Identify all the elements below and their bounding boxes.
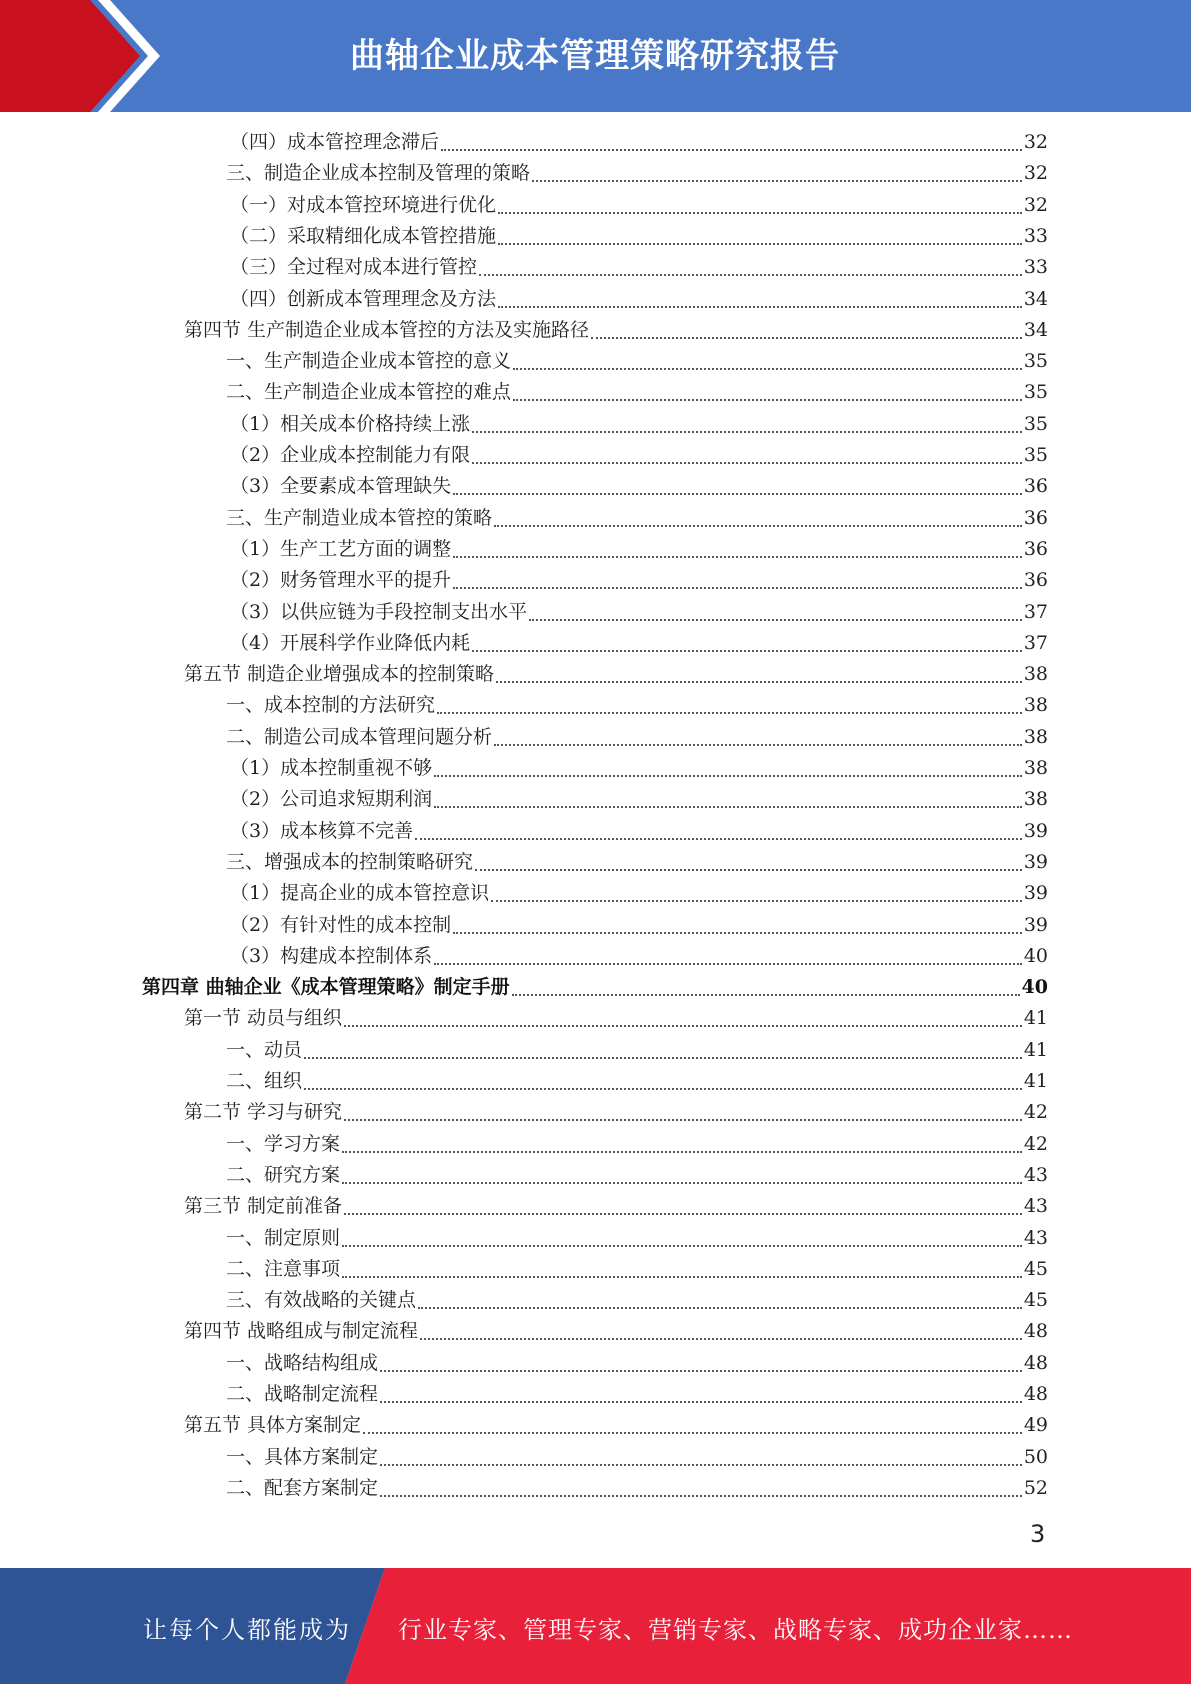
toc-entry[interactable] [226, 1035, 1048, 1066]
toc-entry[interactable] [230, 440, 1048, 471]
toc-entry-label: 一、动员 [226, 1038, 303, 1061]
toc-entry-page: 39 [1023, 882, 1048, 905]
toc-entry[interactable] [226, 346, 1048, 377]
toc-entry-page: 41 [1023, 1070, 1048, 1092]
toc-entry[interactable] [226, 503, 1048, 534]
toc-entry[interactable] [230, 941, 1048, 972]
toc-dot-leader [344, 1025, 1022, 1027]
toc-dot-leader [472, 431, 1022, 433]
toc-entry-label: （3）以供应链为手段控制支出水平 [230, 600, 528, 623]
toc-entry-label: 一、具体方案制定 [226, 1445, 379, 1468]
footer-slogan-right: 行业专家、管理专家、营销专家、战略专家、成功企业家…… [398, 1616, 1073, 1644]
toc-entry-label: 二、配套方案制定 [226, 1476, 379, 1499]
toc-dot-leader [363, 1432, 1022, 1434]
toc-entry-page: 42 [1023, 1132, 1048, 1155]
toc-entry-page: 50 [1023, 1445, 1048, 1468]
toc-entry-page: 35 [1023, 412, 1048, 435]
toc-entry[interactable] [226, 1129, 1048, 1160]
toc-entry-label: 第四章 曲轴企业《成本管理策略》制定手册 [142, 976, 510, 999]
toc-entry[interactable] [226, 722, 1048, 753]
toc-dot-leader [479, 274, 1022, 276]
header-arrow-decoration [0, 0, 200, 112]
toc-dot-leader [453, 493, 1022, 495]
toc-dot-leader [380, 1464, 1022, 1466]
toc-dot-leader [532, 180, 1022, 182]
toc-entry-page: 32 [1023, 193, 1048, 216]
toc-entry-label: （四）成本管控理念滞后 [230, 131, 440, 153]
toc-entry[interactable] [226, 1285, 1048, 1316]
toc-dot-leader [380, 1370, 1022, 1372]
toc-entry-label: 一、学习方案 [226, 1132, 341, 1155]
toc-entry-label: （3）成本核算不完善 [230, 819, 414, 842]
page-number: 3 [1030, 1520, 1046, 1548]
toc-entry-page: 39 [1023, 819, 1048, 842]
toc-entry[interactable] [226, 1473, 1048, 1504]
toc-entry[interactable] [226, 158, 1048, 189]
toc-entry[interactable] [230, 409, 1048, 440]
toc-entry-label: 第四节 生产制造企业成本管控的方法及实施路径 [184, 318, 590, 341]
toc-entry-label: 二、生产制造企业成本管控的难点 [226, 381, 512, 404]
toc-entry-page: 35 [1023, 350, 1048, 373]
toc-dot-leader [475, 869, 1022, 871]
toc-dot-leader [304, 1057, 1022, 1059]
toc-entry[interactable] [230, 628, 1048, 659]
toc-dot-leader [342, 1182, 1022, 1184]
toc-entry-page: 36 [1023, 537, 1048, 560]
toc-entry-page: 32 [1023, 162, 1048, 185]
toc-entry-label: （2）公司追求短期利润 [230, 788, 433, 811]
toc-entry-page: 48 [1023, 1320, 1048, 1343]
toc-entry-label: 三、有效战略的关键点 [226, 1289, 417, 1312]
toc-entry-label: （3）全要素成本管理缺失 [230, 475, 452, 498]
toc-entry-label: 一、成本控制的方法研究 [226, 694, 436, 717]
toc-entry-label: 一、生产制造企业成本管控的意义 [226, 350, 512, 373]
toc-entry-page: 36 [1023, 569, 1048, 592]
toc-entry[interactable] [226, 1160, 1048, 1191]
toc-entry[interactable] [226, 1348, 1048, 1379]
toc-entry-page: 45 [1023, 1289, 1048, 1312]
toc-entry[interactable] [184, 315, 1048, 346]
toc-entry-page: 35 [1023, 381, 1048, 404]
toc-entry-page: 52 [1023, 1476, 1048, 1499]
toc-entry-page: 40 [1023, 944, 1048, 967]
toc-entry-label: 二、组织 [226, 1070, 303, 1092]
toc-entry-label: （2）财务管理水平的提升 [230, 569, 452, 592]
toc-entry-label: 第五节 制造企业增强成本的控制策略 [184, 663, 495, 686]
toc-entry-page: 41 [1023, 1007, 1048, 1030]
toc-dot-leader [494, 525, 1022, 527]
toc-entry[interactable] [230, 534, 1048, 565]
toc-entry-label: （2）有针对性的成本控制 [230, 913, 452, 936]
toc-entry[interactable] [230, 252, 1048, 283]
toc-entry[interactable] [184, 1003, 1048, 1034]
toc-entry[interactable] [226, 1066, 1048, 1097]
toc-entry[interactable] [184, 1191, 1048, 1222]
toc-entry-label: 三、增强成本的控制策略研究 [226, 850, 474, 873]
toc-entry-page: 38 [1023, 694, 1048, 717]
toc-entry-label: （三）全过程对成本进行管控 [230, 256, 478, 279]
toc-entry-page: 37 [1023, 600, 1048, 623]
toc-entry[interactable] [226, 847, 1048, 878]
toc-entry-label: （1）相关成本价格持续上涨 [230, 412, 471, 435]
toc-entry-label: （四）创新成本管理理念及方法 [230, 287, 497, 310]
toc-entry-page: 39 [1023, 850, 1048, 873]
toc-entry-page: 38 [1023, 757, 1048, 779]
toc-entry-page: 34 [1023, 318, 1048, 341]
toc-entry[interactable] [226, 1442, 1048, 1473]
toc-entry-label: 二、注意事项 [226, 1257, 341, 1280]
toc-entry[interactable] [184, 659, 1048, 690]
toc-entry-page: 32 [1023, 131, 1048, 153]
toc-entry-page: 33 [1023, 224, 1048, 247]
toc-entry-label: 第二节 学习与研究 [184, 1101, 343, 1124]
toc-dot-leader [441, 149, 1022, 151]
toc-entry[interactable] [230, 816, 1048, 847]
toc-entry[interactable] [226, 1223, 1048, 1254]
toc-dot-leader [434, 775, 1022, 777]
toc-dot-leader [342, 1151, 1022, 1153]
toc-entry-label: 第五节 具体方案制定 [184, 1414, 362, 1437]
toc-entry[interactable] [184, 1410, 1048, 1441]
toc-entry-page: 43 [1023, 1163, 1048, 1186]
toc-entry-page: 37 [1023, 631, 1048, 654]
toc-dot-leader [420, 1338, 1022, 1340]
toc-entry-page: 36 [1023, 475, 1048, 498]
toc-entry-page: 43 [1023, 1226, 1048, 1249]
toc-entry[interactable] [184, 1097, 1048, 1128]
toc-entry-label: （一）对成本管控环境进行优化 [230, 193, 497, 216]
toc-dot-leader [304, 1088, 1022, 1090]
toc-entry[interactable] [226, 1379, 1048, 1410]
toc-entry-page: 49 [1023, 1414, 1048, 1437]
toc-dot-leader [496, 681, 1022, 683]
toc-entry[interactable] [230, 878, 1048, 909]
toc-entry-label: （2）企业成本控制能力有限 [230, 444, 471, 466]
toc-entry-label: （3）构建成本控制体系 [230, 944, 433, 967]
toc-entry[interactable] [230, 910, 1048, 941]
toc-entry[interactable] [226, 690, 1048, 721]
toc-entry-label: 第三节 制定前准备 [184, 1195, 343, 1218]
toc-entry-label: 一、战略结构组成 [226, 1351, 379, 1374]
toc-dot-leader [491, 900, 1022, 902]
toc-entry-page: 34 [1023, 287, 1048, 310]
toc-dot-leader [472, 462, 1022, 464]
toc-entry-label: 三、生产制造业成本管控的策略 [226, 506, 493, 529]
toc-dot-leader [498, 212, 1022, 214]
toc-entry-page: 38 [1023, 725, 1048, 748]
toc-entry-page: 42 [1023, 1101, 1048, 1124]
toc-dot-leader [453, 932, 1022, 934]
toc-entry-page: 41 [1023, 1038, 1048, 1061]
toc-dot-leader [513, 399, 1022, 401]
toc-dot-leader [434, 963, 1022, 965]
toc-dot-leader [591, 337, 1022, 339]
toc-dot-leader [498, 306, 1022, 308]
toc-entry-page: 36 [1023, 506, 1048, 529]
toc-dot-leader [494, 744, 1022, 746]
toc-entry[interactable] [230, 471, 1048, 502]
toc-dot-leader [380, 1401, 1022, 1403]
header-title: 曲轴企业成本管理策略研究报告 [350, 36, 840, 76]
toc-entry-page: 45 [1023, 1257, 1048, 1280]
toc-dot-leader [415, 838, 1022, 840]
toc-entry[interactable] [230, 597, 1048, 628]
toc-dot-leader [418, 1307, 1022, 1309]
toc-entry[interactable] [230, 284, 1048, 315]
toc-dot-leader [434, 806, 1022, 808]
toc-entry[interactable] [142, 972, 1048, 1003]
toc-entry-page: 39 [1023, 913, 1048, 936]
toc-dot-leader [512, 994, 1020, 996]
toc-entry-label: 第一节 动员与组织 [184, 1007, 343, 1030]
toc-entry-label: （1）生产工艺方面的调整 [230, 537, 452, 560]
toc-entry-page: 48 [1023, 1351, 1048, 1374]
toc-dot-leader [344, 1213, 1022, 1215]
toc-entry-label: （1）提高企业的成本管控意识 [230, 882, 490, 905]
toc-entry-page: 43 [1023, 1195, 1048, 1218]
toc-entry-page: 38 [1023, 663, 1048, 686]
toc-entry-label: 三、制造企业成本控制及管理的策略 [226, 162, 531, 185]
toc-entry-page: 33 [1023, 256, 1048, 279]
toc-dot-leader [342, 1245, 1022, 1247]
toc-dot-leader [472, 650, 1022, 652]
toc-entry-label: 二、制造公司成本管理问题分析 [226, 725, 493, 748]
toc-entry[interactable] [230, 565, 1048, 596]
toc-dot-leader [342, 1276, 1022, 1278]
toc-dot-leader [437, 712, 1022, 714]
toc-entry[interactable] [230, 221, 1048, 252]
toc-entry[interactable] [230, 127, 1048, 158]
toc-entry-page: 38 [1023, 788, 1048, 811]
page-footer [0, 1568, 1191, 1684]
toc-dot-leader [498, 243, 1022, 245]
toc-dot-leader [344, 1119, 1022, 1121]
toc-entry-label: 一、制定原则 [226, 1226, 341, 1249]
toc-entry-page: 40 [1021, 976, 1048, 999]
toc-dot-leader [380, 1495, 1022, 1497]
toc-entry[interactable] [230, 784, 1048, 815]
toc-entry[interactable] [184, 1316, 1048, 1347]
toc-entry-page: 48 [1023, 1383, 1048, 1405]
toc-dot-leader [453, 587, 1022, 589]
toc-entry[interactable] [230, 753, 1048, 784]
toc-entry-label: 二、研究方案 [226, 1163, 341, 1186]
footer-slogan-left: 让每个人都能成为 [143, 1616, 351, 1644]
toc-entry-label: 二、战略制定流程 [226, 1383, 379, 1405]
toc-dot-leader [453, 556, 1022, 558]
toc-entry-label: （二）采取精细化成本管控措施 [230, 224, 497, 247]
toc-entry[interactable] [226, 1254, 1048, 1285]
toc-entry-label: （4）开展科学作业降低内耗 [230, 631, 471, 654]
toc-entry-page: 35 [1023, 444, 1048, 466]
toc-entry[interactable] [226, 377, 1048, 408]
toc-entry[interactable] [230, 190, 1048, 221]
toc-dot-leader [513, 368, 1022, 370]
toc-dot-leader [529, 619, 1022, 621]
toc-entry-label: 第四节 战略组成与制定流程 [184, 1320, 419, 1343]
toc-entry-label: （1）成本控制重视不够 [230, 757, 433, 779]
page-header [0, 0, 1191, 112]
